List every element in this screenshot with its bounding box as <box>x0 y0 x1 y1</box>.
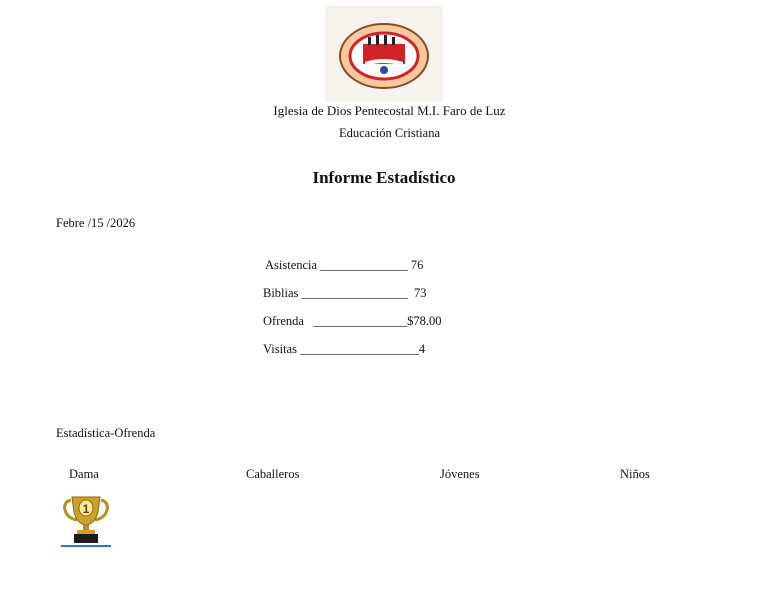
stat-biblias <box>263 286 427 301</box>
stat-blank: ______________ <box>317 258 411 272</box>
stat-blank: _______________ <box>303 314 408 328</box>
column-caballeros: Caballeros <box>246 467 300 481</box>
report-date: Febre /15 /2026 <box>56 216 136 230</box>
first-place-trophy-icon <box>61 494 111 548</box>
column-ninos: Niños <box>620 467 650 481</box>
church-seal-icon <box>325 6 443 102</box>
stat-blank: _________________ <box>298 286 415 300</box>
stat-blank: ___________________ <box>296 342 419 356</box>
stat-visitas <box>263 342 425 357</box>
column-jovenes: Jóvenes <box>440 467 480 481</box>
stat-value: 73 <box>414 286 427 300</box>
church-logo <box>325 6 443 102</box>
section-title: Estadística-Ofrenda <box>56 426 156 440</box>
stat-label: Asistencia <box>265 258 318 272</box>
svg-text:1: 1 <box>82 502 90 516</box>
trophy-link[interactable] <box>61 494 111 548</box>
department-name: Educación Cristiana <box>338 126 440 140</box>
stat-value: $78.00 <box>407 314 442 328</box>
stat-label: Biblias <box>263 286 299 300</box>
stat-ofrenda <box>263 314 441 329</box>
organization-name: Iglesia de Dios Pentecostal M.I. Faro de Luz <box>273 103 506 118</box>
stat-label: Ofrenda <box>263 314 304 328</box>
stat-label: Visitas <box>263 342 297 356</box>
column-dama: Dama <box>69 467 99 481</box>
stat-value: 76 <box>410 258 424 272</box>
stat-asistencia <box>265 258 423 273</box>
report-title: Informe Estadístico <box>312 168 456 187</box>
stat-value: 4 <box>418 342 426 356</box>
